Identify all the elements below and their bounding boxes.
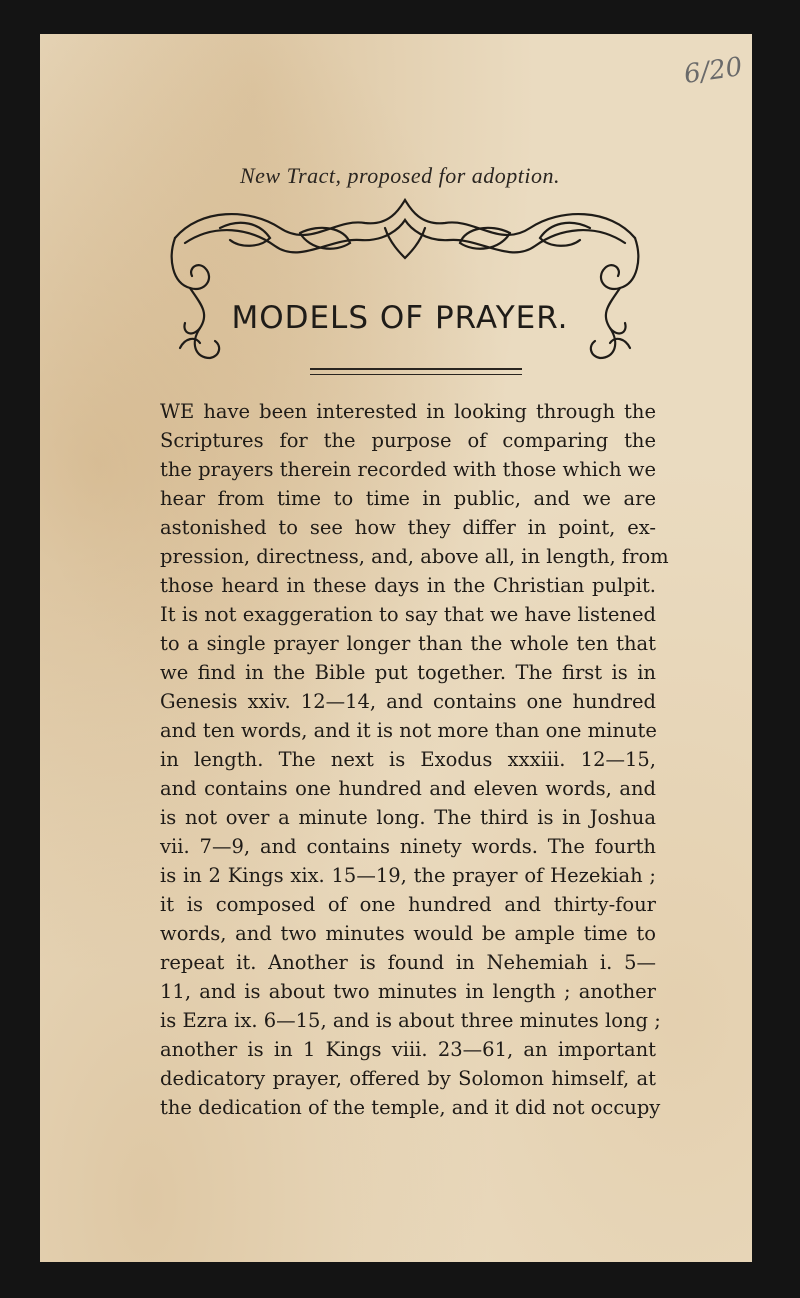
body-line: we find in the Bible put together. The first is in bbox=[160, 661, 656, 684]
body-line: Scriptures for the purpose of comparing the bbox=[160, 429, 656, 452]
body-line: to a single prayer longer than the whole ten that bbox=[160, 632, 656, 655]
pencil-annotation: 6/20 bbox=[682, 52, 745, 90]
body-line: Genesis xxiv. 12—14, and contains one hundred bbox=[160, 690, 656, 713]
body-line: and contains one hundred and eleven words, and bbox=[160, 777, 656, 800]
body-line: hear from time to time in public, and we are bbox=[160, 487, 656, 510]
body-line: the dedication of the temple, and it did not occupy bbox=[160, 1096, 661, 1119]
body-line: It is not exaggeration to say that we have listened bbox=[160, 603, 656, 626]
body-line: pression, directness, and, above all, in length, from bbox=[160, 545, 669, 568]
body-line: is in 2 Kings xix. 15—19, the prayer of Hezekiah ; bbox=[160, 864, 656, 887]
body-line: repeat it. Another is found in Nehemiah i. 5— bbox=[160, 951, 656, 974]
body-line: those heard in these days in the Christian pulpit. bbox=[160, 574, 656, 597]
body-paragraph bbox=[160, 397, 669, 1122]
body-line: WE have been interested in looking through the bbox=[160, 400, 656, 423]
body-line: and ten words, and it is not more than one minute bbox=[160, 719, 657, 742]
body-line: is Ezra ix. 6—15, and is about three minutes long ; bbox=[160, 1009, 661, 1032]
tract-subtitle: New Tract, proposed for adoption. bbox=[239, 163, 561, 188]
body-line: the prayers therein recorded with those which we bbox=[160, 458, 656, 481]
body-line: astonished to see how they differ in point, ex- bbox=[160, 516, 656, 539]
title-rule-thick bbox=[310, 368, 522, 370]
title-rule-thin bbox=[310, 374, 522, 375]
body-line: 11, and is about two minutes in length ; another bbox=[160, 980, 656, 1003]
body-line: vii. 7—9, and contains ninety words. The fourth bbox=[160, 835, 656, 858]
body-line: is not over a minute long. The third is in Joshua bbox=[160, 806, 656, 829]
body-line: another is in 1 Kings viii. 23—61, an important bbox=[160, 1038, 656, 1061]
tract-title: MODELS OF PRAYER. bbox=[231, 300, 569, 336]
body-line: it is composed of one hundred and thirty-four bbox=[160, 893, 656, 916]
body-line: in length. The next is Exodus xxxiii. 12—15, bbox=[160, 748, 656, 771]
body-line: words, and two minutes would be ample time to bbox=[160, 922, 656, 945]
body-line: dedicatory prayer, offered by Solomon himself, at bbox=[160, 1067, 656, 1090]
ornamental-headpiece bbox=[160, 198, 650, 378]
